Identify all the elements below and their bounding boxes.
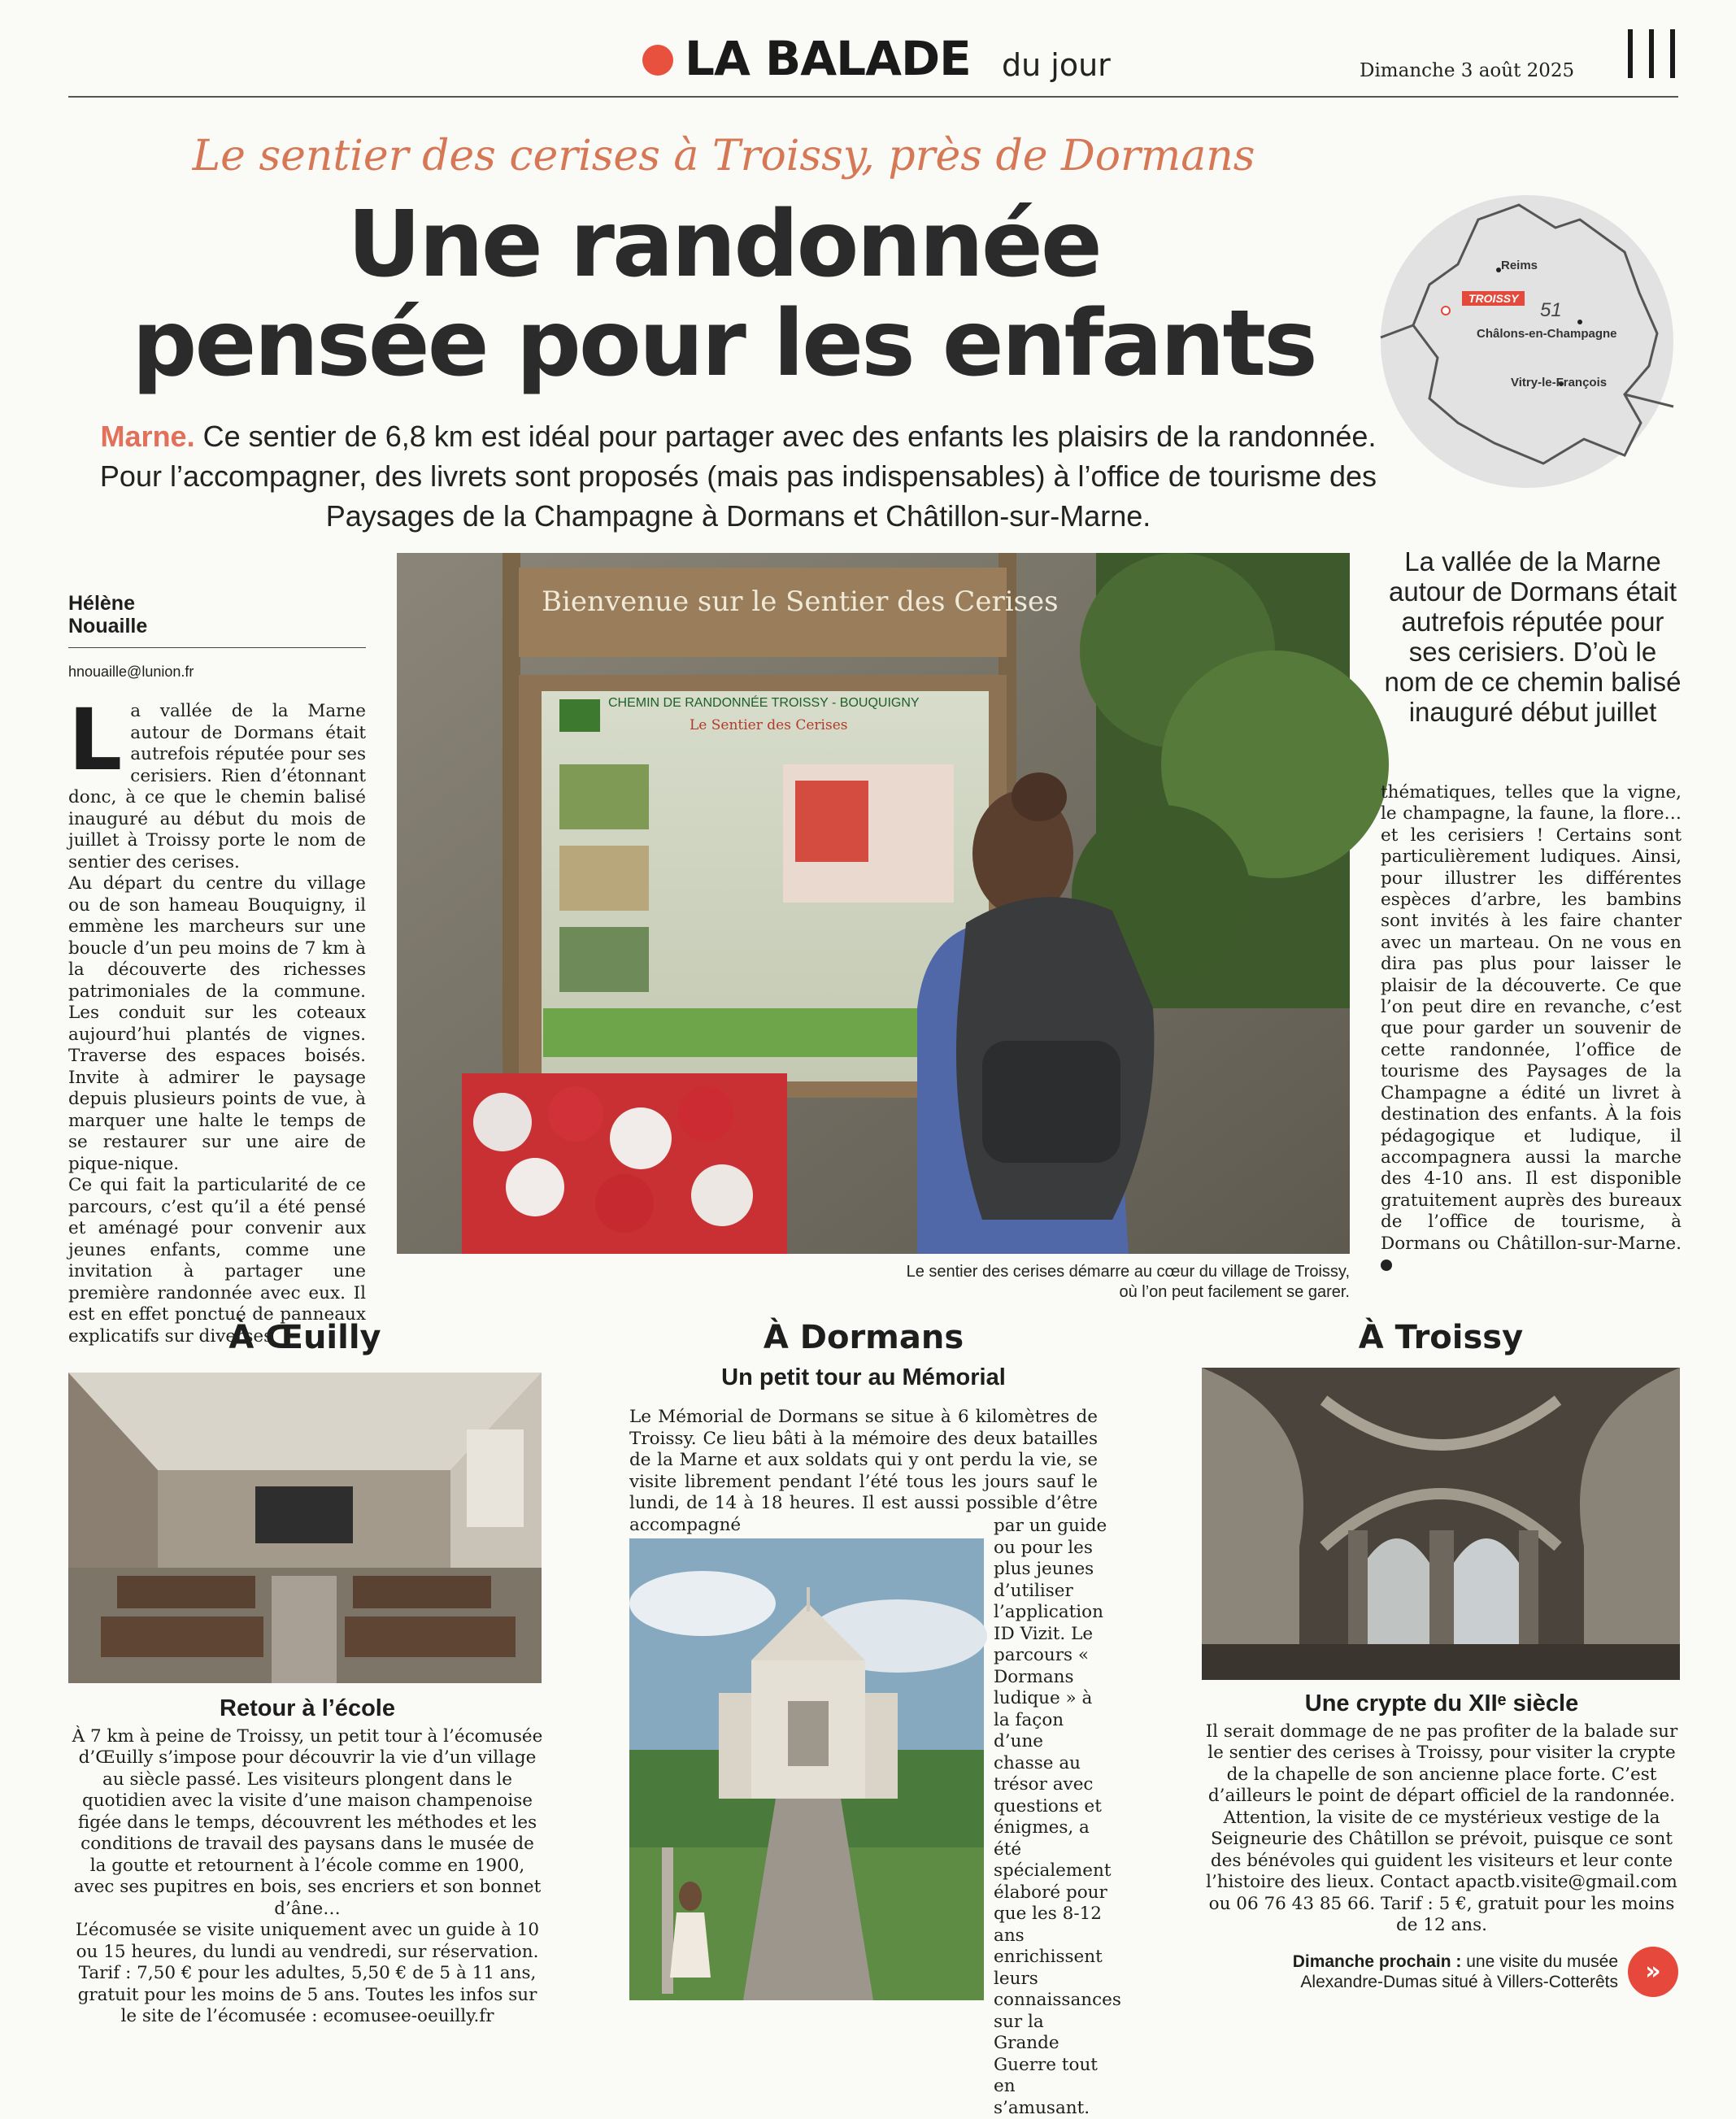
headline-line: pensée pour les enfants xyxy=(132,291,1316,397)
drop-cap: L xyxy=(68,690,123,790)
map-city-label: Châlons-en-Champagne xyxy=(1477,327,1617,341)
header-bar-icon xyxy=(1670,29,1675,78)
photo-illustration-icon xyxy=(397,553,1350,1254)
map-department-number: 51 xyxy=(1540,299,1562,321)
pull-quote: La vallée de la Marne autour de Dormans était autrefois réputée pour ses cerisiers. D’où le nom de ce chemin balisé inauguré début juillet xyxy=(1384,546,1682,727)
section-title: LA BALADE xyxy=(685,31,971,86)
troissy-body xyxy=(1203,1690,1680,1937)
photo-caption: Le sentier des cerises démarre au cœur du village de Troissy, où l’on peut facilement se garer. xyxy=(906,1263,1350,1301)
body-paragraph: Au départ du centre du village ou de son hameau Bouquigny, il emmène les marcheurs sur une boucle d’un peu moins de 7 km à la découverte des richesses patrimoniales de la commune. Les conduit sur les coteaux aujourd’hui plantés de vignes. Traverse des espaces boisés. Invite à admirer le paysage depuis plusieurs points de vue, à marquer une halte le temps de se restaurer sur une aire de pique-nique. xyxy=(68,873,366,1174)
map-marker-label: TROISSY xyxy=(1462,291,1525,306)
sign-subtitle: CHEMIN DE RANDONNÉE TROISSY - BOUQUIGNY xyxy=(608,696,920,710)
header-rule xyxy=(68,96,1678,98)
section-subtitle: du jour xyxy=(1002,47,1111,83)
header-bullet-icon xyxy=(642,45,673,76)
section-heading-dormans: À Dormans xyxy=(763,1319,964,1356)
next-week-text: une visite du musée Alexandre-Dumas situé à Villers-Cotterêts xyxy=(1300,1952,1618,1991)
author-email: hnouaille@lunion.fr xyxy=(68,664,194,680)
article-body-right xyxy=(1381,782,1682,1276)
oeuilly-body xyxy=(72,1695,543,2028)
issue-date: Dimanche 3 août 2025 xyxy=(1360,60,1575,81)
article-kicker: Le sentier des cerises à Troissy, près de Dormans xyxy=(192,132,1255,181)
photo-illustration-icon xyxy=(68,1373,542,1683)
oeuilly-paragraph: À 7 km à peine de Troissy, un petit tour à l’écomusée d’Œuilly s’impose pour découvrir la vie d’un village au siècle passé. Les visiteurs plongent dans le quotidien avec la visite d’une maison champenoise figée dans le temps, découvrent les méthodes et les conditions de travail des paysans dans le musée de la goutte et retournent à l’école comme en 1900, avec ses pupitres en bois, ses encriers et son bonnet d’âne… xyxy=(72,1725,543,1919)
dormans-body-side: par un guide ou pour les plus jeunes d’utiliser l’application ID Vizit. Le parcours « Dormans ludique » à la façon d’une chasse au trésor avec questions et énigmes, a été spécialement élaboré pour que les 8-12 ans enrichissent leurs connaissances sur la Grande Guerre tout en s’amusant. xyxy=(994,1516,1121,2118)
article-headline xyxy=(65,192,1382,397)
intro-region: Marne. xyxy=(100,420,195,453)
intro-text: Ce sentier de 6,8 km est idéal pour partager avec des enfants les plaisirs de la randonnée. Pour l’accompagner, des livrets sont proposés (mais pas indispensables) à l’office de tourisme des Paysages de la Champagne à Dormans et Châtillon-sur-Marne. xyxy=(99,420,1377,533)
photo-classroom xyxy=(68,1373,542,1683)
photo-illustration-icon xyxy=(629,1538,984,2000)
section-heading-troissy: À Troissy xyxy=(1358,1319,1524,1356)
body-paragraph: a vallée de la Marne autour de Dormans était autrefois réputée pour ses cerisiers. Rien d’étonnant donc, à ce que le chemin balisé inauguré au début du mois de juillet à Troissy porte le nom de sentier des cerises. xyxy=(68,701,366,872)
photo-illustration-icon xyxy=(1202,1368,1680,1680)
photo-crypt xyxy=(1202,1368,1680,1680)
locator-map xyxy=(1381,195,1673,488)
header-bar-icon xyxy=(1649,29,1654,78)
photo-memorial xyxy=(629,1538,984,2000)
map-city-label: Vitry-le-François xyxy=(1511,376,1608,389)
troissy-paragraph: Il serait dommage de ne pas profiter de la balade sur le sentier des cerises à Troissy, pour visiter la crypte de la chapelle de son ancienne place forte. C’est d’ailleurs le point de départ officiel de la randonnée. Attention, la visite de ce mystérieux vestige de la Seigneurie des Châtillon se prévoit, puisque ce sont des bénévoles qui guident les visiteurs et leur conte l’histoire des lieux. Contact apactb.visite@gmail.com ou 06 76 43 85 66. Tarif : 5 €, gratuit pour les moins de 12 ans. xyxy=(1205,1721,1678,1935)
header-bar-icon xyxy=(1628,29,1633,78)
author-byline: Hélène Nouaille xyxy=(68,592,148,637)
byline-rule xyxy=(68,647,366,648)
next-arrow-icon: » xyxy=(1628,1947,1678,1997)
sign-title: Bienvenue sur le Sentier des Cerises xyxy=(542,585,1059,618)
end-mark-icon xyxy=(1381,1260,1392,1271)
section-subheading-dormans: Un petit tour au Mémorial xyxy=(721,1364,1006,1390)
next-week-teaser xyxy=(1220,1951,1618,1992)
headline-line: Une randonnée xyxy=(347,192,1100,298)
section-subheading-oeuilly: Retour à l’école xyxy=(220,1695,395,1721)
sign-name: Le Sentier des Cerises xyxy=(690,717,848,733)
main-photo-trail-sign xyxy=(397,553,1350,1254)
section-subheading-troissy: Une crypte du XIIᵉ siècle xyxy=(1304,1690,1579,1717)
body-paragraph: Ce qui fait la particularité de ce parcours, c’est qu’il a été pensé et aménagé pour convenir aux jeunes enfants, comme une invitation à partager une première randonnée avec eux. Il est en effet ponctué de panneaux explicatifs sur diverses xyxy=(68,1175,366,1347)
article-intro xyxy=(88,416,1389,536)
map-outline-icon xyxy=(1381,195,1673,488)
oeuilly-info: L’écomusée se visite uniquement avec un guide à 10 ou 15 heures, du lundi au vendredi, sur réservation. Tarif : 7,50 € pour les adultes, 5,50 € de 5 à 11 ans, gratuit pour les moins de 5 ans. Toutes les infos sur le site de l’écomusée : ecomusee-oeuilly.fr xyxy=(75,1920,540,2026)
next-week-label: Dimanche prochain : xyxy=(1292,1952,1462,1971)
map-city-label: Reims xyxy=(1501,259,1538,272)
section-heading-oeuilly: À Œuilly xyxy=(228,1319,381,1356)
dormans-body: Le Mémorial de Dormans se situe à 6 kilomètres de Troissy. Ce lieu bâti à la mémoire des deux batailles de la Marne et aux soldats qui y ont perdu la vie, se visite librement pendant l’été tous les jours sauf le lundi, de 14 à 18 heures. Il est aussi possible d’être accompagné xyxy=(629,1407,1098,1535)
article-body-left xyxy=(68,690,366,1347)
body-paragraph: thématiques, telles que la vigne, le champagne, la faune, la flore… et les cerisiers ! Certains sont particulièrement ludiques. Ainsi, pour illustrer les différentes espèces d’arbre, les bambins sont invités à les faire chanter avec un marteau. On ne vous en dira pas plus pour laisser le plaisir de la découverte. Ce que l’on peut dire en revanche, c’est que pour garder un souvenir de cette randonnée, l’office de tourisme des Paysages de la Champagne a édité un livret à destination des enfants. À la fois pédagogique et ludique, il accompagnera aussi la marche des 4-10 ans. Il est disponible gratuitement auprès des bureaux de l’office de tourisme, à Dormans ou Châtillon-sur-Marne. xyxy=(1381,782,1682,1254)
